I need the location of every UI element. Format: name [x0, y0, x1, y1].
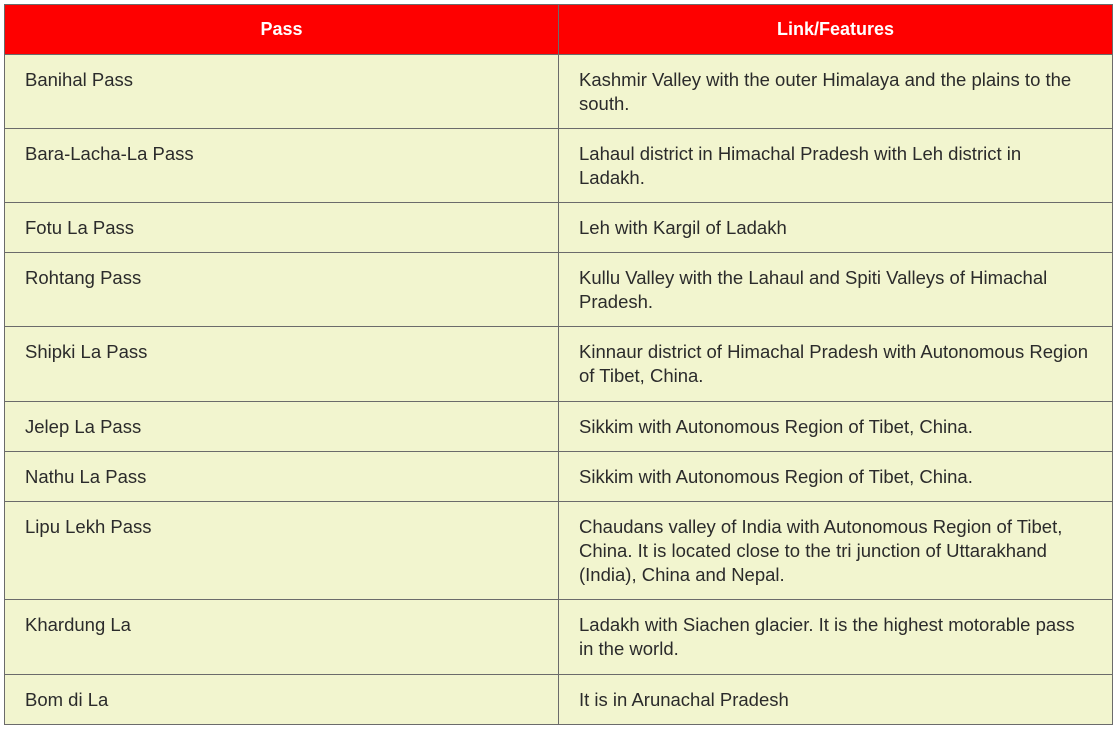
features-cell: Kinnaur district of Himachal Pradesh with Autonomous Region of Tibet, China.: [559, 327, 1113, 402]
table-row: [5, 452, 1113, 502]
table-body: [5, 55, 1113, 725]
features-cell: Sikkim with Autonomous Region of Tibet, China.: [559, 402, 1113, 452]
table-row: [5, 327, 1113, 402]
features-cell: It is in Arunachal Pradesh: [559, 675, 1113, 725]
features-cell: Chaudans valley of India with Autonomous Region of Tibet, China. It is located close to the tri junction of Uttarakhand (India), China and Nepal.: [559, 502, 1113, 600]
pass-cell: Bom di La: [5, 675, 559, 725]
table-row: [5, 55, 1113, 129]
table-row: [5, 502, 1113, 600]
features-cell: Lahaul district in Himachal Pradesh with Leh district in Ladakh.: [559, 129, 1113, 203]
table-row: [5, 675, 1113, 725]
pass-cell: Nathu La Pass: [5, 452, 559, 502]
features-cell: Kullu Valley with the Lahaul and Spiti Valleys of Himachal Pradesh.: [559, 253, 1113, 327]
features-cell: Kashmir Valley with the outer Himalaya and the plains to the south.: [559, 55, 1113, 129]
pass-cell: Rohtang Pass: [5, 253, 559, 327]
pass-cell: Khardung La: [5, 600, 559, 675]
table-row: [5, 203, 1113, 253]
features-cell: Sikkim with Autonomous Region of Tibet, China.: [559, 452, 1113, 502]
table-head: [5, 5, 1113, 55]
features-cell: Leh with Kargil of Ladakh: [559, 203, 1113, 253]
passes-table-container: [4, 4, 1112, 725]
table-row: [5, 253, 1113, 327]
pass-cell: Lipu Lekh Pass: [5, 502, 559, 600]
pass-cell: Fotu La Pass: [5, 203, 559, 253]
header-row: [5, 5, 1113, 55]
pass-cell: Bara-Lacha-La Pass: [5, 129, 559, 203]
features-cell: Ladakh with Siachen glacier. It is the highest motorable pass in the world.: [559, 600, 1113, 675]
pass-cell: Jelep La Pass: [5, 402, 559, 452]
table-row: [5, 600, 1113, 675]
table-row: [5, 129, 1113, 203]
passes-table: [4, 4, 1113, 725]
pass-cell: Shipki La Pass: [5, 327, 559, 402]
header-pass: Pass: [5, 5, 559, 55]
pass-cell: Banihal Pass: [5, 55, 559, 129]
header-link-features: Link/Features: [559, 5, 1113, 55]
table-row: [5, 402, 1113, 452]
